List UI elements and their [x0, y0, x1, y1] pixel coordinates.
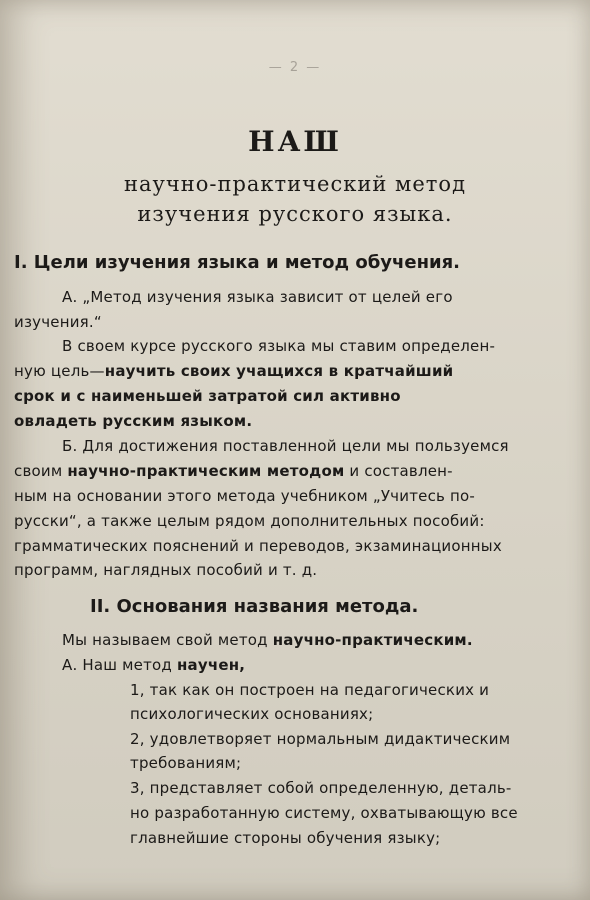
paragraph-b-line-5: грамматических пояснений и переводов, экзаминационных	[14, 537, 502, 555]
goal-text: ную цель—	[14, 362, 105, 380]
page-title: НАШ	[248, 125, 342, 158]
paragraph-goal-line-4	[14, 412, 252, 430]
paragraph-b-line-1: Б. Для достижения поставленной цели мы пользуемся	[62, 437, 509, 455]
list-item-3-line-2: но разработанную систему, охватывающую все	[130, 804, 518, 822]
page-subtitle-line-1: научно-практический метод	[123, 172, 466, 196]
paragraph-goal-line-2	[14, 362, 453, 380]
item-a-text: А. Наш метод	[62, 656, 177, 674]
goal-emphasis-3: овладеть русским языком.	[14, 412, 253, 430]
list-item-2-line-2: требованиям;	[130, 754, 242, 772]
paragraph-goal-line-3	[14, 387, 401, 405]
list-item-1-line-1: 1, так как он построен на педагогических и	[130, 681, 490, 699]
list-item-1-line-2: психологических основаниях;	[130, 705, 374, 723]
section-2-text: Мы называем свой метод	[62, 631, 273, 649]
section-2-line-1	[62, 631, 473, 649]
section-2-heading: II. Основания названия метода.	[90, 596, 419, 617]
section-2-line-2	[62, 656, 245, 674]
b-text-start: своим	[14, 462, 68, 480]
list-item-3-line-1: 3, представляет собой определенную, деталь-	[130, 779, 512, 797]
paragraph-b-line-6: программ, наглядных пособий и т. д.	[14, 561, 318, 579]
item-a-emphasis: научен,	[176, 656, 246, 674]
paragraph-b-line-2	[14, 462, 453, 480]
section-1-heading: I. Цели изучения языка и метод обучения.	[14, 252, 461, 273]
page-subtitle-line-2: изучения русского языка.	[137, 202, 453, 226]
section-2-emphasis: научно-практическим.	[272, 631, 473, 649]
page-number: — 2 —	[268, 60, 322, 75]
goal-emphasis-1: научить своих учащихся в кратчайший	[104, 362, 454, 380]
list-item-3-line-3: главнейшие стороны обучения языку;	[130, 829, 441, 847]
paragraph-a-line-2: изучения.“	[14, 313, 102, 331]
paragraph-goal-line-1: В своем курсе русского языка мы ставим определен-	[62, 337, 496, 355]
paragraph-a-line-1: А. „Метод изучения языка зависит от целей его	[62, 288, 453, 306]
goal-emphasis-2: срок и с наименьшей затратой сил активно	[14, 387, 401, 405]
b-method-emphasis: научно-практическим методом	[67, 462, 345, 480]
paragraph-b-line-3: ным на основании этого метода учебником „Учитесь по-	[14, 487, 476, 505]
b-text-end: и составлен-	[344, 462, 453, 480]
list-item-2-line-1: 2, удовлетворяет нормальным дидактическим	[130, 730, 511, 748]
paragraph-b-line-4: русски“, а также целым рядом дополнительных пособий:	[14, 512, 485, 530]
